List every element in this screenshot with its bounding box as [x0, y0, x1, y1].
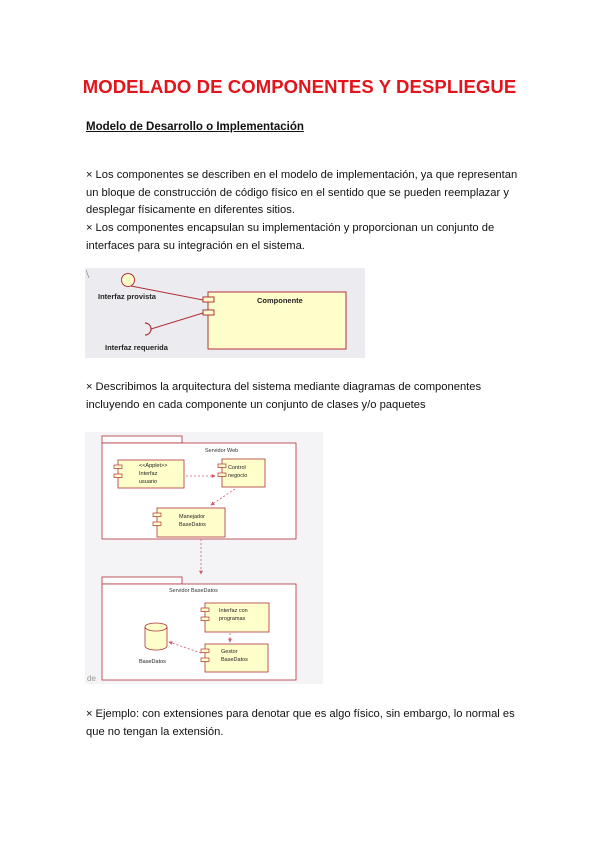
watermark-text: de — [87, 674, 96, 683]
paragraph-components-encapsulation — [86, 220, 526, 255]
paragraph-text: Los componentes encapsulan su implementación y proporcionan un conjunto de interfaces para su integración en el sistema. — [86, 222, 495, 252]
bullet-icon: × — [86, 169, 93, 181]
applet-label-line1: Interfaz — [139, 471, 158, 477]
applet-stereotype-label: <<Applet>> — [139, 463, 168, 469]
web-server-label: Servidor Web — [205, 448, 239, 454]
paragraph-components-description — [86, 167, 526, 220]
bullet-icon: × — [86, 708, 93, 720]
programs-interface-label-line1: Interfaz con — [219, 608, 248, 614]
programs-interface-label-line2: programas — [219, 616, 246, 622]
paragraph-text: Ejemplo: con extensiones para denotar que es algo físico, sin embargo, lo normal es que no tengan la extensión. — [86, 708, 515, 738]
db-manager-label-line2: BaseDatos — [221, 657, 248, 663]
database-icon — [145, 623, 167, 650]
control-label-line1: Control — [228, 465, 246, 471]
paragraph-text: Los componentes se describen en el modelo de implementación, ya que representan un bloque de construcción de código físico en el sentido que se pueden reemplazar y desplegar físicamente en diferentes sitios. — [86, 169, 518, 216]
applet-label-line2: usuario — [139, 479, 158, 485]
component-label: Componente — [257, 296, 303, 305]
paragraph-text: Describimos la arquitectura del sistema mediante diagramas de componentes incluyendo en cada componente un conjunto de clases y/o paquetes — [86, 381, 482, 411]
paragraph-example — [86, 706, 526, 741]
manager-label-line2: BaseDatos — [179, 522, 206, 528]
bullet-icon: × — [86, 222, 93, 234]
manager-label-line1: Manejador — [179, 514, 205, 520]
database-label: BaseDatos — [139, 659, 166, 665]
db-manager-label-line1: Gestor — [221, 649, 238, 655]
db-server-label: Servidor BaseDatos — [169, 588, 218, 594]
required-interface-label: Interfaz requerida — [105, 343, 168, 352]
provided-interface-icon — [122, 274, 135, 287]
bullet-icon: × — [86, 381, 93, 393]
provided-interface-label: Interfaz provista — [98, 292, 156, 301]
control-label-line2: negocio — [228, 473, 248, 479]
servers-component-diagram — [85, 432, 323, 684]
component-interface-diagram — [85, 268, 365, 358]
section-heading: Modelo de Desarrollo o Implementación — [86, 121, 304, 133]
page-title: MODELADO DE COMPONENTES Y DESPLIEGUE — [82, 76, 517, 97]
paragraph-architecture — [86, 379, 526, 414]
